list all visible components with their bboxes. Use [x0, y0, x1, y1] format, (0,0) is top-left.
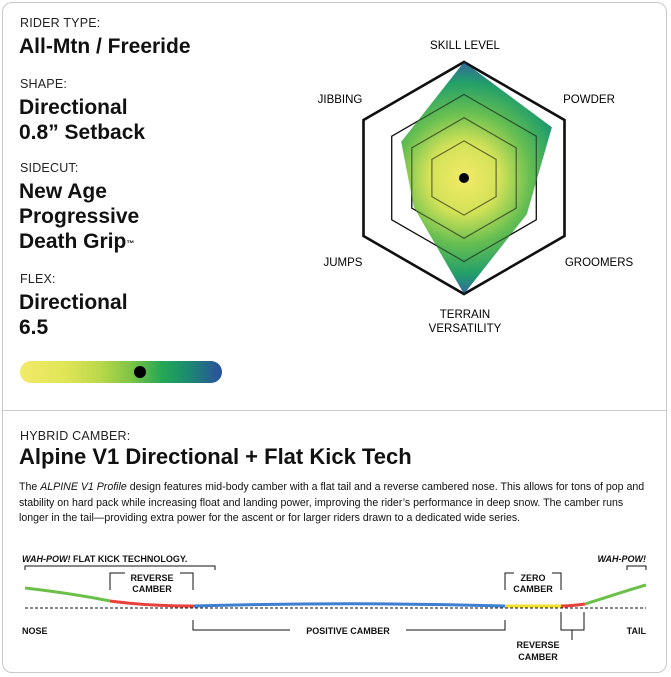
tail-label: TAIL: [626, 626, 646, 636]
rider-type-value: All-Mtn / Freeride: [19, 35, 191, 58]
axis-jumps: JUMPS: [323, 257, 363, 269]
radar-rating-shape: [401, 62, 552, 294]
shape-label: SHAPE:: [20, 77, 68, 91]
sidecut-value-line2: Progressive: [19, 205, 140, 228]
flex-scale-bar: [20, 361, 222, 383]
flex-value-line2: 6.5: [19, 316, 49, 339]
profile-name: ALPINE V1 Profile: [40, 481, 127, 493]
rider-type-label: RIDER TYPE:: [20, 16, 101, 30]
shape-value-line1: Directional: [19, 96, 128, 119]
section-divider: [3, 410, 666, 411]
sidecut-value-line1: New Age: [19, 180, 107, 203]
rating-radar-chart: [300, 30, 645, 340]
wahpow-left-label: WAH-POW! FLAT KICK TECHNOLOGY.: [22, 554, 188, 564]
axis-jibbing: JIBBING: [317, 94, 363, 106]
board-profile: [25, 585, 646, 606]
flex-scale-marker: [134, 366, 146, 378]
axis-terrain-line1: TERRAIN: [439, 309, 491, 321]
camber-title: Alpine V1 Directional + Flat Kick Tech: [19, 444, 412, 469]
reverse-camber-right-line1: REVERSE: [516, 640, 560, 650]
flex-label: FLEX:: [20, 272, 56, 286]
reverse-camber-right-line2: CAMBER: [518, 652, 558, 662]
reverse-camber-left-line2: CAMBER: [132, 584, 172, 594]
sidecut-label: SIDECUT:: [20, 161, 79, 175]
zero-camber-line1: ZERO: [520, 573, 546, 583]
axis-skill-level: SKILL LEVEL: [430, 40, 500, 52]
flex-value-line1: Directional: [19, 291, 128, 314]
axis-terrain-line2: VERSATILITY: [428, 323, 502, 335]
axis-powder: POWDER: [563, 94, 615, 106]
axis-groomers: GROOMERS: [564, 257, 634, 269]
sidecut-value-line3: Death Grip™: [19, 230, 135, 253]
camber-profile-diagram: [10, 545, 660, 670]
radar-center-dot: [459, 173, 469, 183]
zero-camber-line2: CAMBER: [513, 584, 553, 594]
camber-label: HYBRID CAMBER:: [20, 429, 131, 443]
nose-label: NOSE: [22, 626, 48, 636]
reverse-camber-left-line1: REVERSE: [130, 573, 174, 583]
trademark-mark: ™: [126, 239, 135, 248]
camber-description: The ALPINE V1 Profile design features mid-body camber with a flat tail and a reverse cambered nose. This allows for tons of pop and stability on hard pack while increasing float and landing power, improving the rider’s performance in deep snow. The camber runs longer in the tail—providing extra power for the ascent or for larger riders drawn to a dedicated wide series.: [19, 481, 645, 524]
shape-value-line2: 0.8” Setback: [19, 121, 146, 144]
wahpow-right-label: WAH-POW!: [597, 554, 646, 564]
positive-camber-label: POSITIVE CAMBER: [306, 626, 390, 636]
